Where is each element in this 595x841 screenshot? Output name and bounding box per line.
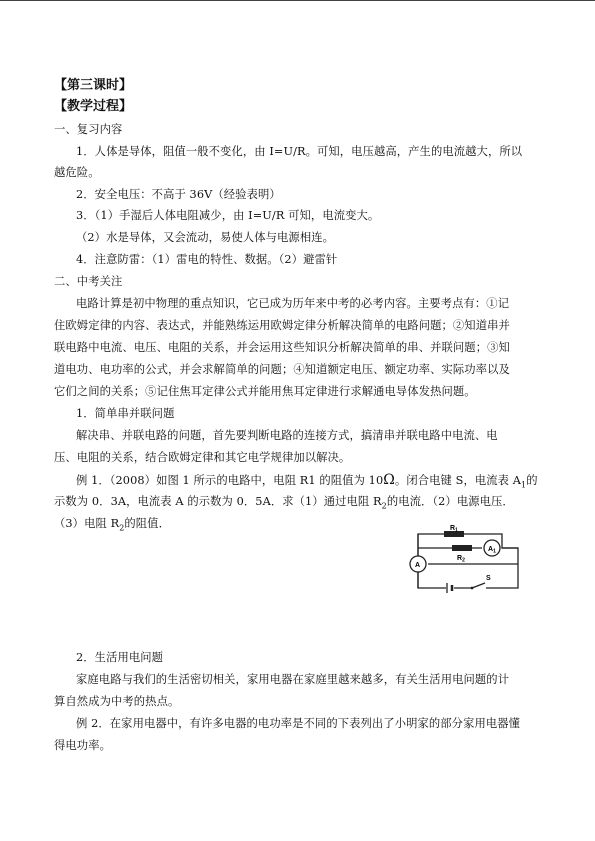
r2-label: $R_2$ <box>457 555 465 564</box>
ex1-text: 的 <box>526 474 538 487</box>
section2-title: 二、中考关注 <box>54 275 123 288</box>
ex1-text: 例 1．（2008）如图 1 所示的电路中，电阻 R1 的阻值为 10 <box>76 474 384 487</box>
example1-line1 <box>76 472 538 489</box>
sub2-title: 2．生活用电问题 <box>76 651 164 664</box>
s1-point3b: （2）水是导体，又会流动，易使人体与电源相连。 <box>76 231 335 244</box>
s2-intro-line: 住欧姆定律的内容、表达式，并能熟练运用欧姆定律分析解决简单的电路问题；②知道串并 <box>54 319 510 332</box>
s2-intro-line: 电路计算是初中物理的重点知识，它已成为历年来中考的必考内容。主要考点有：①记 <box>76 297 510 310</box>
example1-line2 <box>54 494 514 510</box>
section1-title: 一、复习内容 <box>54 123 123 136</box>
switch-pivot <box>471 587 474 590</box>
a1-label: $A_1$ <box>488 546 496 555</box>
s1-point3a: 3．（1）手湿后人体电阻减少，由 I=U/R 可知，电流变大。 <box>76 209 380 222</box>
omega-symbol: Ω <box>383 472 395 488</box>
r1-label: $R_1$ <box>450 525 458 534</box>
sub1-text-line: 压、电阻的关系，结合欧姆定律和其它电学规律加以解决。 <box>54 451 351 464</box>
example1-line3 <box>54 516 170 532</box>
lesson-heading: 【第三课时】 <box>54 78 133 93</box>
a-label: A <box>415 562 421 569</box>
s2-intro-line: 道电功、电功率的公式，并会求解简单的问题；④知道额定电压、额定功率、实际功率以及 <box>54 363 510 376</box>
s1-point2: 2．安全电压：不高于 36V（经验表明） <box>76 188 281 201</box>
s1-point1-line1: 1．人体是导体，阻值一般不变化，由 I=U/R。可知，电压越高，产生的电流越大，所以 <box>76 145 523 158</box>
example2-line: 得电功率。 <box>54 739 111 752</box>
ex1-text: 。闭合电键 S，电流表 A <box>394 474 522 487</box>
example2-line: 例 2．在家用电器中，有许多电器的电功率是不同的下表列出了小明家的部分家用电器懂 <box>76 717 521 730</box>
s2-intro-line: 它们之间的关系；⑤记住焦耳定律公式并能用焦耳定律进行求解通电导体发热问题。 <box>54 385 476 398</box>
sub2-text-line: 算自然成为中考的热点。 <box>54 695 180 708</box>
ex1-text: 示数为 0．3A，电流表 A 的示数为 0．5A．求（1）通过电阻 R <box>54 495 382 508</box>
ex1-text: 的电流．（2）电源电压． <box>386 495 514 508</box>
switch-label: S <box>486 575 491 582</box>
ex1-text: （3）电阻 R <box>54 517 120 530</box>
ex1-text: 的阻值． <box>124 517 170 530</box>
ex1-subscript: 1 <box>521 480 527 490</box>
sub2-text-line: 家庭电路与我们的生活密切相关，家用电器在家庭里越来越多，有关生活用电问题的计 <box>76 673 510 686</box>
ex1-subscript: 2 <box>381 501 387 511</box>
circuit-diagram <box>404 522 522 594</box>
sub1-text-line: 解决串、并联电路的问题，首先要判断电路的连接方式，搞清串并联电路中电流、电 <box>76 429 498 442</box>
s1-point4: 4．注意防雷：（1）雷电的特性、数据。（2）避雷针 <box>76 253 338 266</box>
s1-point1-line2: 越危险。 <box>54 166 100 179</box>
sub1-title: 1．简单串并联问题 <box>76 407 175 420</box>
r2-resistor <box>452 545 472 551</box>
circuit-wire <box>418 534 518 588</box>
process-heading: 【教学过程】 <box>54 99 133 114</box>
ex1-subscript: 2 <box>119 523 125 533</box>
s2-intro-line: 联电路中电流、电压、电阻的关系，并会运用这些知识分析解决简单的串、并联问题；③知 <box>54 341 510 354</box>
